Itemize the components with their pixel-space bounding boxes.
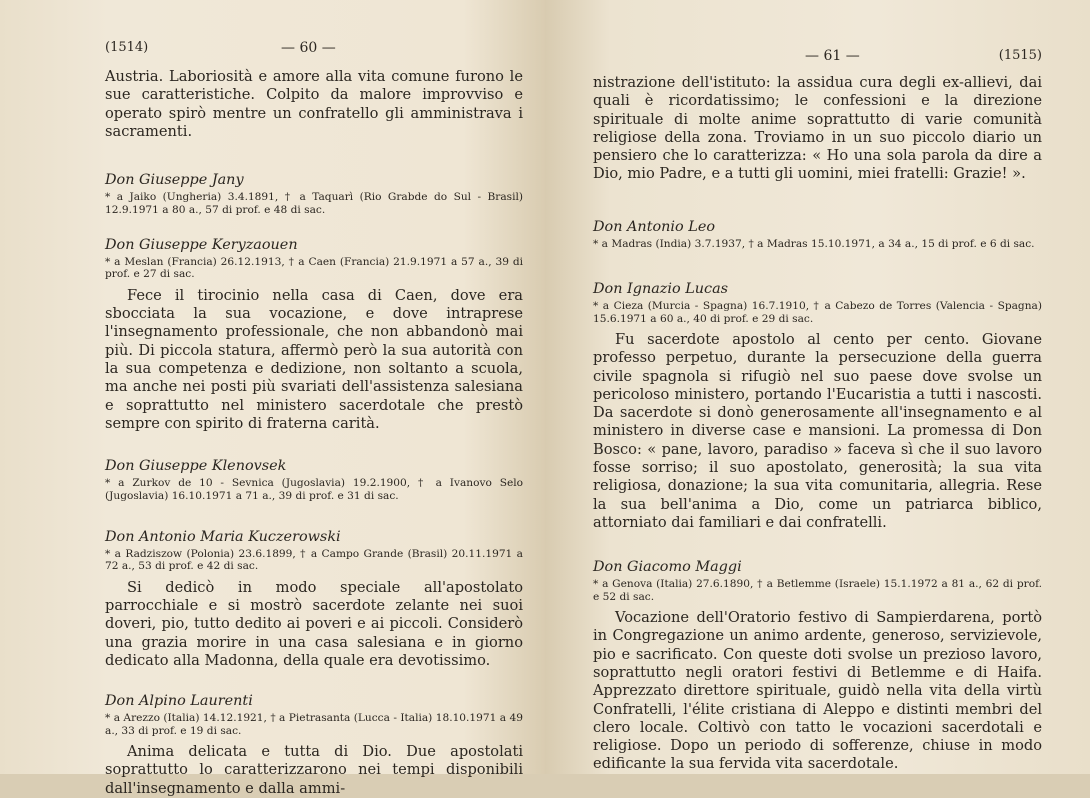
- entry-dates: * a Madras (India) 3.7.1937, † a Madras 15.10.1971, a 34 a., 15 di prof. e 6 di sac.: [593, 237, 1035, 250]
- page-number: — 60 —: [281, 40, 336, 56]
- entry-dates: * a Radziszow (Polonia) 23.6.1899, † a Campo Grande (Brasil) 20.11.1971 a 72 a., 53 di prof. e 42 di sac.: [105, 548, 523, 573]
- entry-text: Fu sacerdote apostolo al cento per cento. Giovane professo perpetuo, durante la persecuzione della guerra civile spagnola si rifugiò nel suo paese dove svolse un pericoloso ministero, portando l'Eucaristia a tutti i nascosti. Da sacerdote si donò generosamente all'insegnamento e al ministero in diverse case e mansioni. La promessa di Don Bosco: « pane, lavoro, paradiso » faceva sì che il suo lavoro fosse sorriso; il suo apostolato, generosità; la sua vita religiosa, donazione; la sua vita comunitaria, allegria. Rese la sua bell'anima a Dio, come un patriarca biblico, attorniato dai familiari e dai confratelli.: [593, 331, 1042, 531]
- obituary-entry: [105, 171, 523, 216]
- obituary-entry: [593, 218, 1042, 250]
- entry-dates: * a Cieza (Murcia - Spagna) 16.7.1910, † a Cabezo de Torres (Valencia - Spagna) 15.6.1971 a 60 a., 40 di prof. e 29 di sac.: [593, 300, 1042, 325]
- entry-name: Don Antonio Maria Kuczerowski: [105, 529, 341, 545]
- entry-text: Vocazione dell'Oratorio festivo di Sampierdarena, portò in Congregazione un animo ardente, generoso, servizievole, pio e sacrificato. Con queste doti svolse un prezioso lavoro, soprattutto negli oratori festivi di Betlemme e di Haifa. Apprezzato direttore spirituale, guidò nella vita della virtù Confratelli, l'élite cristiana di Aleppo e distinti membri del clero locale. Coltivò con tatto le vocazioni sacerdotali e religiose. Dopo un periodo di sofferenze, chiuse in modo edificante la sua fervida vita sacerdotale.: [593, 609, 1042, 773]
- right-page: [545, 0, 1090, 774]
- entry-text: Fece il tirocinio nella casa di Caen, dove era sbocciata la sua vocazione, e dove intraprese l'insegnamento professionale, che non abbandonò mai più. Di piccola statura, affermò però la sua autorità con la sua competenza e dedizione, non soltanto a scuola, ma anche nei posti più svariati dell'assistenza salesiana e soprattutto nel ministero sacerdotale che prestò sempre con spirito di fraterna carità.: [105, 286, 523, 432]
- entry-name: Don Giacomo Maggi: [593, 559, 742, 576]
- opening-paragraph: Austria. Laboriosità e amore alla vita comune furono le sue caratteristiche. Colpito da malore improvviso e operato spirò mentre un confratello gli amministrava i sacramenti.: [105, 68, 523, 140]
- obituary-entry: [105, 236, 523, 433]
- entry-text: Anima delicata e tutta di Dio. Due apostolati soprattutto lo caratterizzarono nei tempi disponibili dall'insegnamento e dalla ammi-: [105, 743, 523, 797]
- entry-name: Don Giuseppe Jany: [105, 172, 244, 189]
- entry-dates: * a Meslan (Francia) 26.12.1913, † a Caen (Francia) 21.9.1971 a 57 a., 39 di prof. e 27 di sac.: [105, 256, 523, 281]
- entry-name: Don Antonio Leo: [593, 218, 715, 235]
- entry-name: Don Giuseppe Klenovsek: [105, 458, 287, 475]
- entry-name: Don Alpino Laurenti: [105, 693, 253, 710]
- entry-text: Si dedicò in modo speciale all'apostolato parrocchiale e si mostrò sacerdote zelante nei suoi doveri, pio, tutto dedito ai poveri e ai piccoli. Considerò una grazia morire in una casa salesiana e in giorno dedicato alla Madonna, della quale era devotissimo.: [105, 578, 523, 669]
- entry-dates: * a Zurkov de 10 - Sevnica (Jugoslavia) 19.2.1900, † a Ivanovo Selo (Jugoslavia) 16.10.1971 a 71 a., 39 di prof. e 31 di sac.: [105, 477, 523, 502]
- running-header: [593, 48, 1042, 72]
- entry-name: Don Giuseppe Keryzaouen: [105, 237, 298, 253]
- obituary-entry: [105, 528, 523, 670]
- header-code: (1515): [998, 48, 1042, 63]
- left-page: [0, 0, 545, 797]
- entry-dates: * a Arezzo (Italia) 14.12.1921, † a Pietrasanta (Lucca - Italia) 18.10.1971 a 49 a., 33 di prof. e 19 di sac.: [105, 712, 523, 737]
- obituary-entry: [105, 692, 523, 798]
- entry-dates: * a Jaiko (Ungheria) 3.4.1891, † a Taquarì (Rio Grabde do Sul - Brasil) 12.9.1971 a 80 a., 57 di prof. e 48 di sac.: [105, 191, 523, 216]
- entry-dates: * a Genova (Italia) 27.6.1890, † a Betlemme (Israele) 15.1.1972 a 81 a., 62 di prof. e 52 di sac.: [593, 578, 1042, 603]
- obituary-entry: [105, 457, 523, 502]
- page-number: — 61 —: [805, 48, 860, 64]
- opening-paragraph: nistrazione dell'istituto: la assidua cura degli ex-allievi, dai quali è ricordatissimo; le confessioni e la direzione spirituale di molte anime soprattutto di varie comunità religiose della zona. Troviamo in un suo piccolo diario un pensiero che lo caratterizza: « Ho una sola parola da dire a Dio, mio Padre, e a tutti gli uomini, miei fratelli: Grazie! ».: [593, 74, 1042, 183]
- entry-name: Don Ignazio Lucas: [593, 281, 729, 298]
- running-header: [105, 40, 523, 64]
- header-code: (1514): [105, 40, 149, 55]
- obituary-entry: [593, 280, 1042, 532]
- obituary-entry: [593, 558, 1042, 773]
